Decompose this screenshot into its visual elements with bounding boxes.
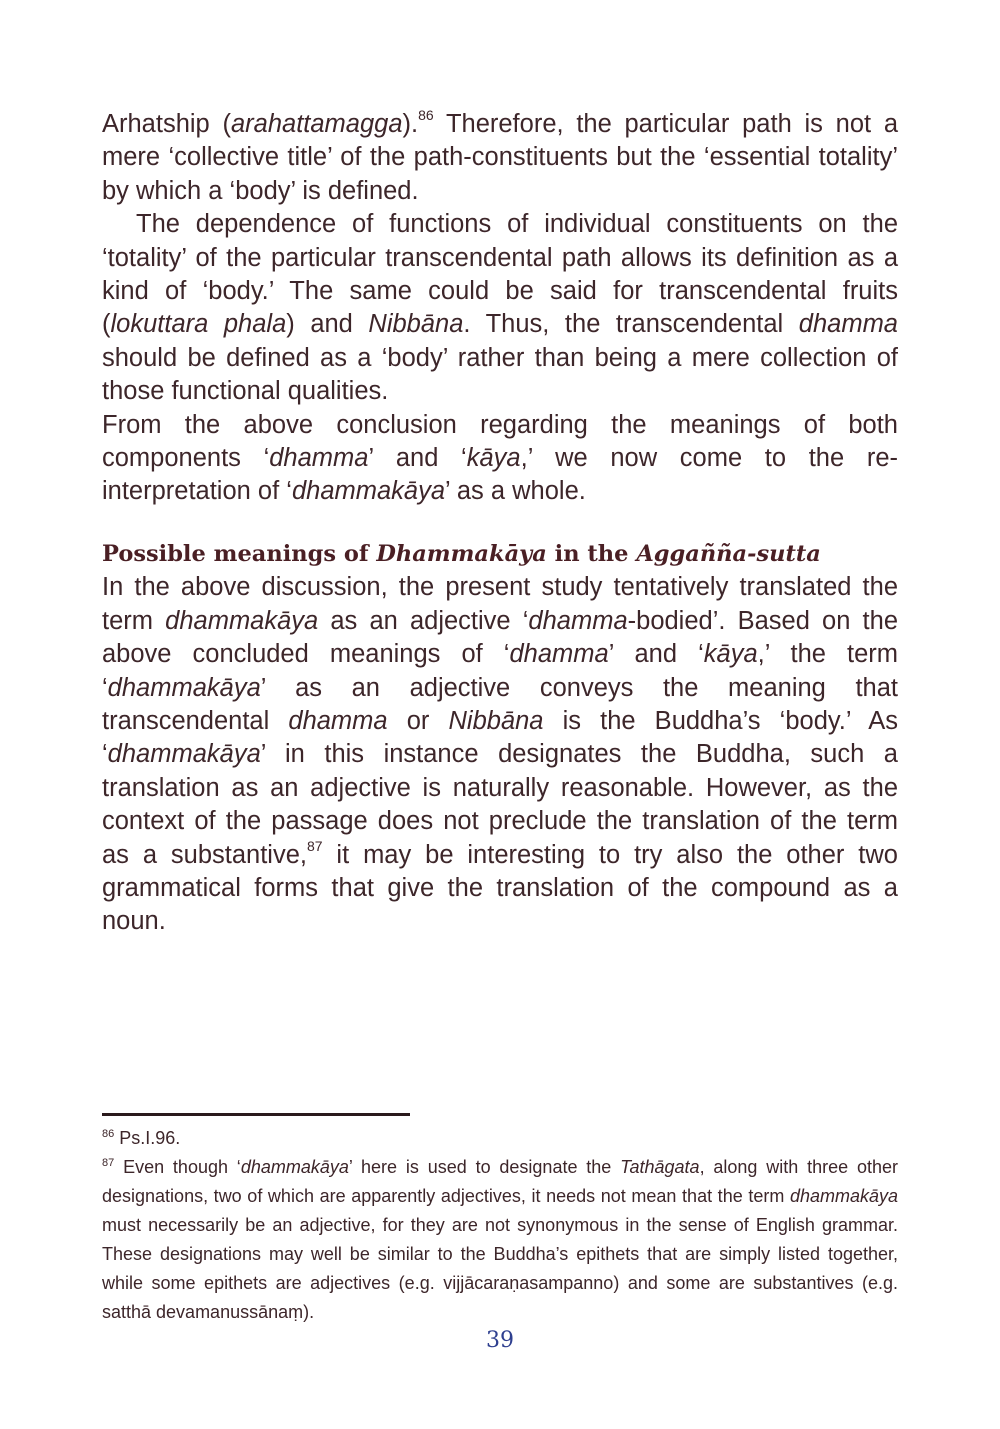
text-run: From the above conclusion regarding the meanings of both components ‘ — [102, 410, 898, 473]
footnote-italic: Tathāgata — [620, 1157, 700, 1177]
heading-run: Possible meanings of — [102, 541, 377, 567]
footnote-text: must necessarily be an adjective, for they are not synonymous in the sense of English grammar. These designations may well be similar to the Buddha’s epithets that are simply listed together, while some epithets are adjectives (e.g. vijjācaraṇasampanno) and some are substantives (e.g. satthā devamanussānaṃ). — [102, 1215, 898, 1322]
italic-term: kāya — [703, 640, 758, 669]
text-run: Therefore, the particular path is not a mere ‘collective title’ of the path-constituents but the ‘essential totality’ by which a ‘body’ is defined. — [102, 110, 898, 205]
text-run: is the Buddha’s ‘body.’ As ‘ — [102, 707, 898, 769]
italic-term: dhamma — [269, 444, 369, 473]
text-run: should be defined as a ‘body’ rather than being a mere collection of those functional qualities. — [102, 343, 898, 406]
text-run: ,’ we now come to the re-interpretation of ‘ — [102, 444, 898, 506]
text-run: In the above discussion, the present study tentatively translated the term — [102, 573, 898, 635]
paragraph-arhatship — [102, 108, 898, 208]
text-run: Arhatship ( — [102, 110, 231, 138]
text-run: -bodied’. Based on the above concluded meanings of ‘ — [102, 606, 899, 669]
heading-italic: Aggañña-sutta — [636, 541, 821, 567]
section-heading — [102, 538, 898, 571]
italic-term: dhamma — [288, 707, 388, 736]
heading-run: in the — [546, 541, 637, 567]
italic-term: dhammakāya — [165, 606, 319, 635]
footnote-text: Even though ‘ — [114, 1157, 241, 1177]
footnote-divider — [102, 1113, 410, 1116]
italic-term: dhammakāya — [291, 477, 446, 506]
paragraph-dependence — [102, 208, 898, 408]
page-number: 39 — [486, 1328, 514, 1353]
footnote-italic: dhammakāya — [789, 1186, 898, 1206]
italic-term: Nibbāna — [448, 707, 544, 736]
body-section-meanings — [102, 538, 898, 939]
text-run: The dependence of functions of individual constituents on the ‘totality’ of the particular transcendental path allows its definition as a kind of ‘body.’ The same could be said for transcendental fruits ( — [102, 210, 898, 339]
heading-italic: Dhammakāya — [376, 541, 547, 567]
italic-term: Nibbāna — [368, 310, 464, 339]
footnote-reference-87[interactable]: 87 — [306, 837, 323, 854]
italic-term: arahattamagga — [230, 110, 403, 138]
paragraph-conclusion — [102, 409, 898, 509]
footnotes — [102, 1124, 898, 1327]
italic-term: dhamma — [509, 640, 609, 669]
paragraph-discussion — [102, 571, 898, 938]
footnote-number: 86 — [102, 1128, 115, 1140]
footnote-reference-86[interactable]: 86 — [418, 107, 434, 123]
text-run: or — [387, 707, 449, 736]
footnote-86 — [102, 1124, 898, 1153]
text-run: ). — [402, 110, 419, 138]
italic-term: dhammakāya — [107, 740, 261, 769]
footnote-text: ’ here is used to designate the — [348, 1157, 621, 1177]
text-run: ,’ the term ‘ — [102, 640, 899, 702]
body-section-path — [102, 108, 898, 509]
italic-term: kāya — [466, 444, 521, 473]
text-run: ) and — [286, 310, 369, 339]
text-run: it may be interesting to try also the other two grammatical forms that give the translation of the compound as a noun. — [102, 840, 898, 936]
italic-term: lokuttara phala — [110, 310, 287, 339]
text-run: . Thus, the transcendental — [463, 310, 799, 339]
text-run: ’ and ‘ — [368, 444, 467, 473]
text-run: ’ as an adjective conveys the meaning that transcendental — [102, 673, 898, 736]
text-run: as an adjective ‘ — [318, 606, 529, 635]
footnote-87 — [102, 1153, 898, 1327]
italic-term: dhammakāya — [107, 673, 261, 702]
footnote-italic: dhammakāya — [240, 1157, 349, 1177]
text-run: ’ as a whole. — [445, 477, 586, 506]
text-run: ’ and ‘ — [608, 640, 704, 669]
italic-term: dhamma — [528, 606, 628, 635]
italic-term: dhamma — [798, 310, 898, 339]
footnote-number: 87 — [102, 1157, 115, 1169]
footnote-text: , along with three other designations, two of which are apparently adjectives, it needs not mean that the term — [102, 1157, 898, 1206]
footnote-text: Ps.I.96. — [114, 1128, 181, 1148]
text-run: ’ in this instance designates the Buddha, such a translation as an adjective is naturally reasonable. However, as the context of the passage does not preclude the translation of the term as a substantive, — [102, 740, 898, 869]
